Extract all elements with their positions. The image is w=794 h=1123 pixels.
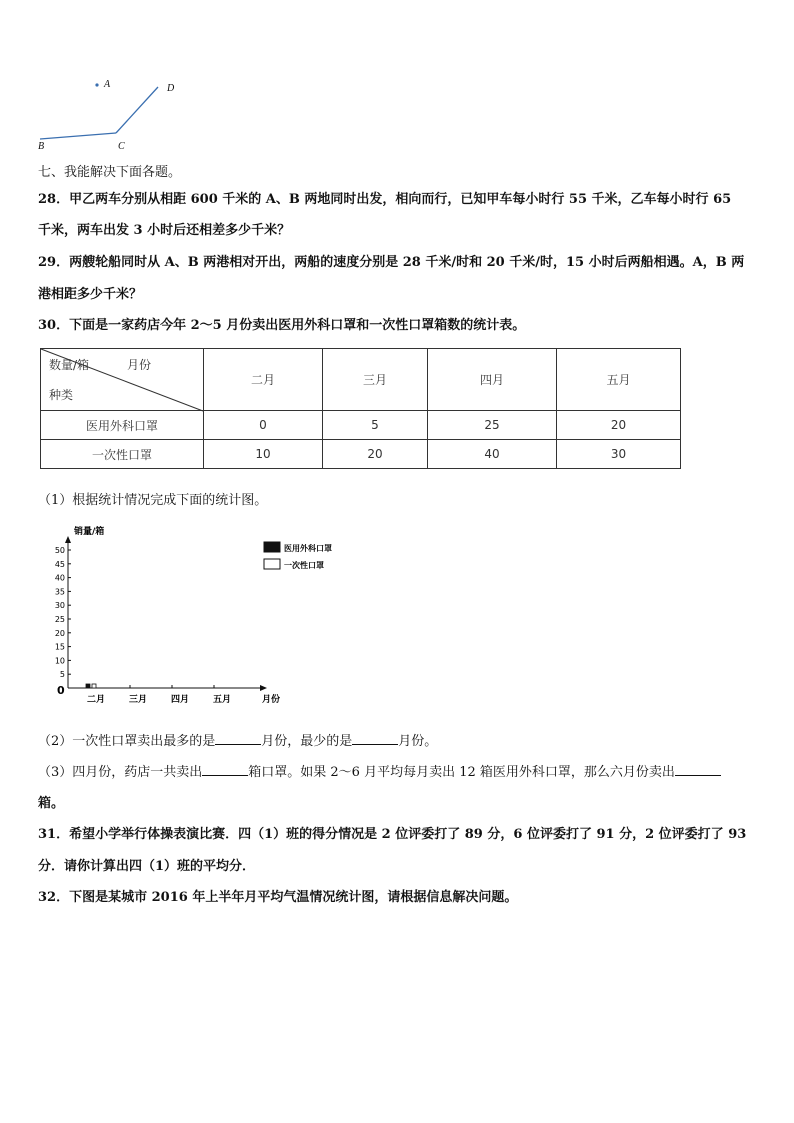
table-cell: 25 — [428, 411, 557, 440]
table-cell: 30 — [557, 440, 681, 469]
chart-x-tick-label: 三月 — [128, 695, 148, 705]
chart-y-tick-label: 45 — [54, 559, 65, 569]
table-row — [41, 440, 681, 469]
chart-xlabel: 月份 — [262, 695, 281, 705]
q30-sub2-text-b: 月份，最少的是 — [261, 734, 353, 749]
label-b: B — [38, 141, 45, 152]
angle-figure — [30, 75, 190, 155]
month-header-cell: 五月 — [557, 349, 681, 411]
chart-x-tick-label: 二月 — [86, 695, 106, 705]
table-cell: 40 — [428, 440, 557, 469]
table-cell: 20 — [323, 440, 428, 469]
header-qty: 数量/箱 — [49, 358, 90, 372]
chart-y-tick-label: 40 — [54, 573, 65, 583]
answer-blank[interactable] — [675, 763, 721, 776]
q30-sub3-text-b: 箱口罩。如果 2～6 月平均每月卖出 12 箱医用外科口罩，那么六月份卖出 — [248, 765, 675, 780]
table-cell: 20 — [557, 411, 681, 440]
legend-label-surgical: 医用外科口罩 — [284, 544, 332, 553]
chart-x-tick-label: 五月 — [212, 695, 232, 705]
header-kind: 种类 — [49, 388, 74, 402]
q30-sub2-text-c: 月份。 — [398, 734, 438, 749]
chart-y-axis-arrow — [65, 536, 71, 543]
section-title: 七、我能解决下面各题。 — [38, 165, 182, 180]
q30-sub2 — [38, 730, 437, 749]
q29-line1: 29．两艘轮船同时从 A、B 两港相对开出，两船的速度分别是 28 千米/时和 20 千米/时，15 小时后两船相遇。A，B 两 — [38, 255, 745, 270]
q28-line2: 千米，两车出发 3 小时后还相差多少千米？ — [38, 223, 291, 238]
table-cell: 10 — [204, 440, 323, 469]
q31-line1: 31．希望小学举行体操表演比赛．四（1）班的得分情况是 2 位评委打了 89 分，6 位评委打了 91 分，2 位评委打了 93 — [38, 827, 747, 842]
q31-line2: 分．请你计算出四（1）班的平均分． — [38, 859, 256, 874]
chart-bar — [92, 684, 96, 688]
legend-swatch-surgical — [264, 542, 280, 552]
chart-y-tick-label: 15 — [54, 642, 65, 652]
q30-sub1: （1）根据统计情况完成下面的统计图。 — [38, 493, 268, 508]
chart-ylabel: 销量/箱 — [74, 527, 105, 537]
label-d: D — [167, 83, 175, 94]
chart-x-tick-label: 四月 — [170, 695, 190, 705]
label-a: A — [104, 79, 111, 90]
legend-label-disposable: 一次性口罩 — [284, 561, 324, 570]
chart-origin-label: 0 — [57, 684, 65, 697]
chart-y-tick-label: 10 — [54, 656, 65, 666]
row-label: 医用外科口罩 — [41, 411, 204, 440]
stats-table — [40, 348, 681, 469]
month-header-cell: 二月 — [204, 349, 323, 411]
q30-intro: 30．下面是一家药店今年 2～5 月份卖出医用外科口罩和一次性口罩箱数的统计表。 — [38, 318, 526, 333]
chart-y-tick-label: 5 — [59, 670, 65, 680]
segment-bc — [40, 133, 116, 139]
chart-y-tick-label: 20 — [54, 628, 65, 638]
table-row — [41, 411, 681, 440]
chart-bar — [86, 684, 90, 688]
chart-y-tick-label: 30 — [54, 601, 65, 611]
q30-sub3-end: 箱。 — [38, 796, 65, 811]
answer-blank[interactable] — [215, 732, 261, 745]
chart-y-tick-label: 25 — [54, 615, 65, 624]
month-header-cell: 三月 — [323, 349, 428, 411]
diagonal-header-cell — [41, 349, 204, 411]
header-month: 月份 — [127, 358, 152, 372]
label-c: C — [118, 141, 125, 152]
chart-y-tick-label: 35 — [54, 587, 65, 597]
q28-line1: 28．甲乙两车分别从相距 600 千米的 A、B 两地同时出发，相向而行，已知甲车每小时行 55 千米，乙车每小时行 65 — [38, 192, 732, 207]
legend-swatch-disposable — [264, 559, 280, 569]
row-label: 一次性口罩 — [41, 440, 204, 469]
q30-sub3 — [38, 761, 721, 780]
answer-blank[interactable] — [352, 732, 398, 745]
chart-y-tick-label: 50 — [54, 546, 65, 555]
point-a — [95, 83, 98, 86]
chart-x-axis-arrow — [260, 685, 267, 691]
bar-chart — [40, 520, 332, 710]
table-cell: 5 — [323, 411, 428, 440]
q30-sub3-text-a: （3）四月份，药店一共卖出 — [38, 765, 203, 780]
month-header-cell: 四月 — [428, 349, 557, 411]
q32-line1: 32．下图是某城市 2016 年上半年月平均气温情况统计图，请根据信息解决问题。 — [38, 890, 518, 905]
table-header-row — [41, 349, 681, 411]
answer-blank[interactable] — [202, 763, 248, 776]
q29-line2: 港相距多少千米？ — [38, 287, 143, 302]
table-cell: 0 — [204, 411, 323, 440]
q30-sub2-text-a: （2）一次性口罩卖出最多的是 — [38, 734, 216, 749]
segment-cd — [116, 87, 158, 133]
